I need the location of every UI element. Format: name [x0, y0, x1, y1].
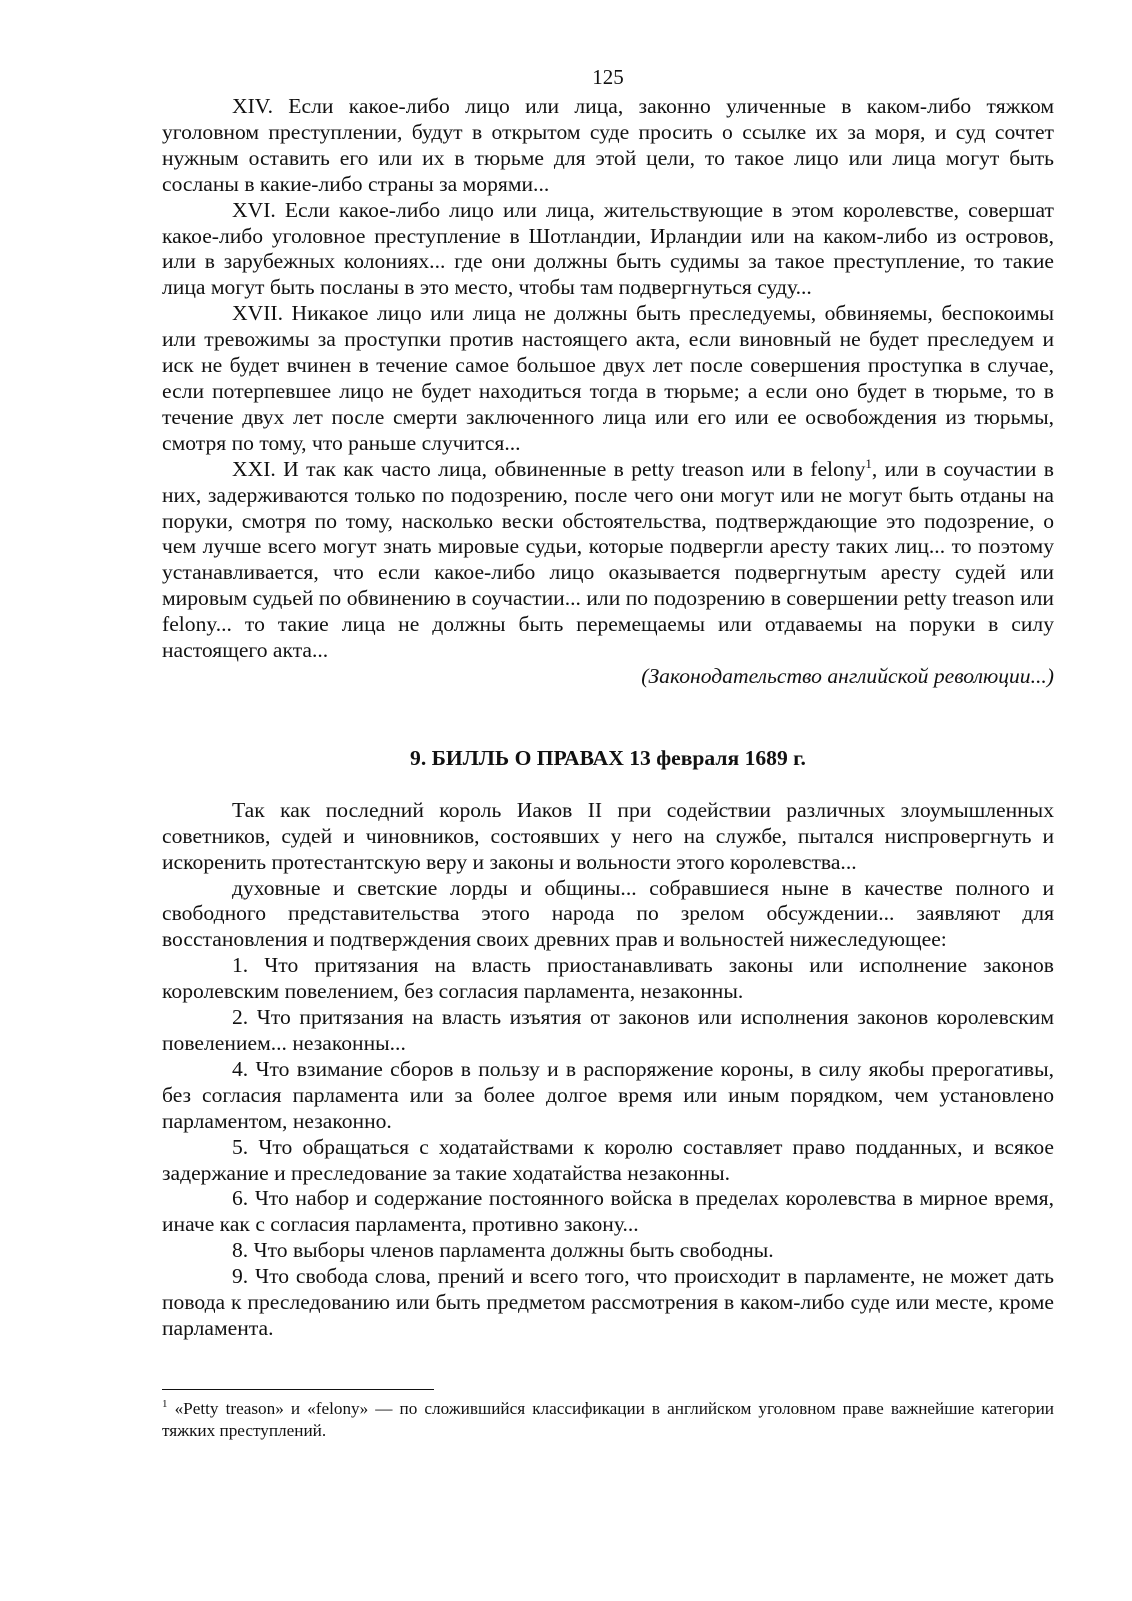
footnote-divider	[162, 1389, 434, 1390]
section-title: 9. БИЛЛЬ О ПРАВАХ 13 февраля 1689 г.	[410, 745, 806, 770]
footnote-reference: 1	[865, 455, 872, 471]
xxi-text-end: , или в соучастии в них, задерживаются только по подозрению, после чего они могут или не могут быть отданы на поруки, смотря по тому, насколько вески обстоятельства, подтверждающие это подозрение, о чем лучше всего могут знать мировые судьи, которые подвергли аресту таких лиц... то поэтому устанавливается, что если какое-либо лицо оказывается подвергнутым аресту судей или мировым судьей по обвинению в соучастии... или по подозрению в совершении petty treason или felony... то такие лица не должны быть перемещаемы или отдаваемы на поруки в силу настоящего акта...	[162, 456, 1054, 663]
bill-article-8: 8. Что выборы членов парламента должны быть свободны.	[232, 1238, 774, 1263]
bill-article-1: 1. Что притязания на власть приостанавливать законы или исполнение законов королевским повелением, без согласия парламента, незаконны.	[162, 953, 1054, 1004]
source-citation: (Законодательство английской революции...)	[641, 663, 1054, 688]
footnote	[162, 1398, 1054, 1442]
act-paragraph-xiv: XIV. Если какое-либо лицо или лица, законно уличенные в каком-либо тяжком уголовном преступлении, будут в открытом суде просить о ссылке их за моря, и суд сочтет нужным оставить его или их в тюрьме для этой цели, то такое лицо или лица могут быть сосланы в какие-либо страны за морями...	[162, 94, 1054, 196]
bill-article-9: 9. Что свобода слова, прений и всего того, что происходит в парламенте, не может дать повода к преследованию или быть предметом рассмотрения в каком-либо суде или месте, кроме парламента.	[162, 1264, 1054, 1340]
act-paragraph-xvii: XVII. Никакое лицо или лица не должны быть преследуемы, обвиняемы, беспокоимы или тревожимы за проступки против настоящего акта, если виновный не будет преследуем и иск не будет вчинен в течение самое большое двух лет после совершения проступка в случае, если потерпевшее лицо не будет находиться тогда в тюрьме; а если оно будет в тюрьме, то в течение двух лет после смерти заключенного лица или его или ее освобождения из тюрьмы, смотря по тому, что раньше случится...	[162, 301, 1054, 455]
act-paragraph-xxi	[162, 457, 1054, 664]
bill-article-2: 2. Что притязания на власть изъятия от законов или исполнения законов королевским повелением... незаконны...	[162, 1005, 1054, 1055]
bill-preamble: Так как последний король Иаков II при содействии различных злоумышленных советников, судей и чиновников, состоявших у него на службе, пытался ниспровергнуть и искоренить протестантскую веру и законы и вольности этого королевства...	[162, 797, 1054, 874]
document-page	[162, 62, 1054, 1442]
footnote-marker: 1	[162, 1397, 168, 1410]
xxi-text-start: XXI. И так как часто лица, обвиненные в petty treason или в felony	[232, 456, 866, 481]
footnote-text: «Petty treason» и «felony» — по сложившийся классификации в английском уголовном праве важнейшие категории тяжких преступлений.	[162, 1398, 1054, 1440]
bill-article-5: 5. Что обращаться с ходатайствами к королю составляет право подданных, и всякое задержание и преследование за такие ходатайства незаконны.	[162, 1134, 1054, 1185]
bill-declaration: духовные и светские лорды и общины... собравшиеся ныне в качестве полного и свободного представительства этого народа по зрелом обсуждении... заявляют для восстановления и подтверждения своих древних прав и вольностей нижеследующее:	[162, 875, 1054, 952]
bill-article-6: 6. Что набор и содержание постоянного войска в пределах королевства в мирное время, иначе как с согласия парламента, противно закону...	[162, 1186, 1054, 1237]
page-number: 125	[592, 65, 624, 89]
bill-article-4: 4. Что взимание сборов в пользу и в распоряжение короны, в силу якобы прерогативы, без согласия парламента или за более долгое время или иным порядком, чем установлено парламентом, незаконно.	[162, 1056, 1054, 1133]
act-paragraph-xvi: XVI. Если какое-либо лицо или лица, жительствующие в этом королевстве, совершат какое-либо уголовное преступление в Шотландии, Ирландии или на каком-либо из островов, или в зарубежных колониях... где они должны быть судимы за такое преступление, то такие лица могут быть посланы в это место, чтобы там подвергнуться суду...	[162, 197, 1054, 300]
